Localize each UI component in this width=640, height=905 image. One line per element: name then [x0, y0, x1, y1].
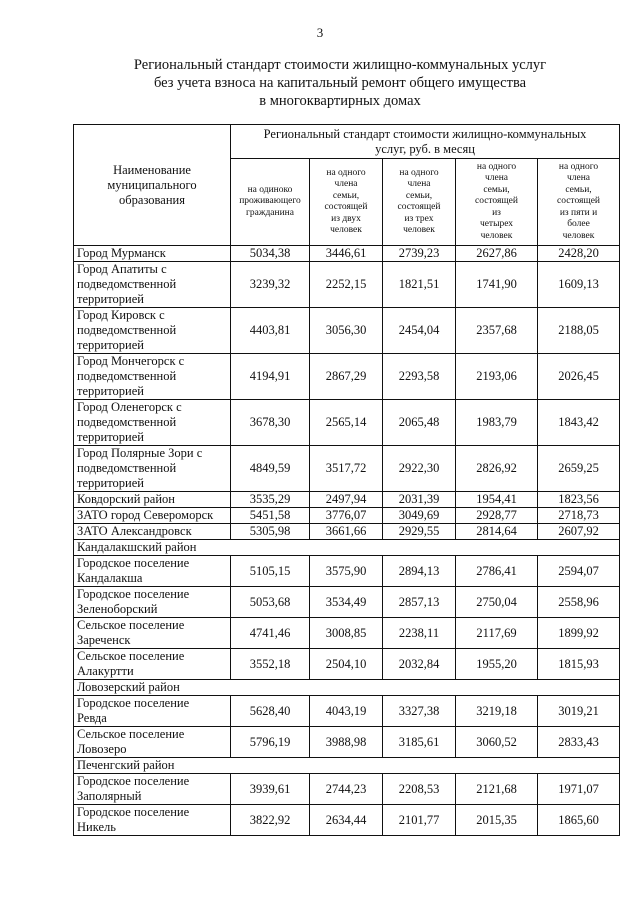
name-line: подведомственной — [77, 461, 177, 475]
cost-value-cell: 5305,98 — [231, 524, 310, 540]
page-number: 3 — [316, 25, 324, 40]
cost-value-cell: 5796,19 — [231, 727, 310, 758]
cost-value-cell: 2208,53 — [383, 774, 456, 805]
name-line: подведомственной — [77, 369, 177, 383]
header-line: члена — [407, 179, 431, 189]
cost-value-cell: 2015,35 — [456, 805, 538, 836]
cost-value-cell: 2894,13 — [383, 556, 456, 587]
name-line: Город Кировск с — [77, 308, 165, 322]
cost-value-cell: 2193,06 — [456, 354, 538, 400]
name-line: Кандалакша — [77, 571, 143, 585]
header-line: на одиноко — [247, 184, 293, 195]
cost-value-cell: 2293,58 — [383, 354, 456, 400]
municipality-name — [74, 805, 231, 836]
cost-value-cell: 1815,93 — [538, 649, 620, 680]
cost-value-cell: 2814,64 — [456, 524, 538, 540]
title-line-3: в многоквартирных домах — [259, 93, 421, 109]
table-row — [74, 556, 620, 587]
cost-value-cell: 1899,92 — [538, 618, 620, 649]
name-line: подведомственной — [77, 323, 177, 337]
header-line: состоящей — [557, 196, 601, 207]
header-line: из трех — [404, 213, 434, 224]
district-name — [74, 680, 620, 696]
name-line: Сельское поселение — [77, 727, 185, 741]
header-line: из пяти и — [559, 207, 598, 218]
cost-value-cell: 3008,85 — [310, 618, 383, 649]
cost-value-cell: 3517,72 — [310, 446, 383, 492]
cost-value-cell: 5105,15 — [231, 556, 310, 587]
header-line: проживающего — [239, 196, 301, 207]
cost-value-cell: 2497,94 — [310, 492, 383, 508]
cost-value-cell: 3019,21 — [538, 696, 620, 727]
cost-value-cell: 3535,29 — [231, 492, 310, 508]
cost-value-cell: 2238,11 — [383, 618, 456, 649]
cost-value-cell: 2857,13 — [383, 587, 456, 618]
name-line: Городское поселение — [77, 556, 190, 570]
name-line: Ловозерский район — [77, 680, 180, 694]
cost-value-cell: 3534,49 — [310, 587, 383, 618]
cost-value-cell: 2504,10 — [310, 649, 383, 680]
municipality-name — [74, 508, 231, 524]
cost-value-cell: 2357,68 — [456, 308, 538, 354]
header-line: муниципального — [107, 177, 197, 192]
cost-value-cell: 1823,56 — [538, 492, 620, 508]
name-line: Алакуртти — [77, 664, 134, 678]
name-line: Никель — [77, 820, 116, 834]
header-line: состоящей — [324, 202, 368, 212]
cost-value-cell: 2786,41 — [456, 556, 538, 587]
table-row — [74, 508, 620, 524]
name-line: территорией — [77, 292, 144, 306]
cost-value-cell: 2065,48 — [383, 400, 456, 446]
header-line: на одного — [558, 161, 599, 172]
name-line: Город Апатиты с — [77, 262, 167, 276]
name-line: Ревда — [77, 711, 107, 725]
municipality-name — [74, 587, 231, 618]
cost-value-cell: 2634,44 — [310, 805, 383, 836]
column-header-three-persons — [383, 159, 456, 246]
cost-value-cell: 2826,92 — [456, 446, 538, 492]
header-line: состоящей — [474, 196, 518, 207]
cost-value-cell: 1971,07 — [538, 774, 620, 805]
table-body — [74, 246, 620, 836]
cost-value-cell: 2252,15 — [310, 262, 383, 308]
cost-value-cell: 4403,81 — [231, 308, 310, 354]
cost-value-cell: 2188,05 — [538, 308, 620, 354]
name-line: территорией — [77, 430, 144, 444]
table-row — [74, 618, 620, 649]
cost-value-cell: 5628,40 — [231, 696, 310, 727]
header-line: члена — [566, 173, 591, 184]
municipality-name — [74, 354, 231, 400]
name-line: Город Мурманск — [77, 246, 166, 260]
municipality-name — [74, 696, 231, 727]
cost-standard-table — [73, 124, 620, 836]
cost-value-cell: 1609,13 — [538, 262, 620, 308]
header-line: из двух — [331, 213, 361, 224]
cost-value-cell: 2428,20 — [538, 246, 620, 262]
table-header — [74, 125, 620, 246]
cost-value-cell: 2031,39 — [383, 492, 456, 508]
municipality-name — [74, 524, 231, 540]
name-line: территорией — [77, 476, 144, 490]
table-row — [74, 696, 620, 727]
cost-value-cell: 2744,23 — [310, 774, 383, 805]
table-row — [74, 354, 620, 400]
name-line: Ковдорский район — [77, 492, 175, 506]
name-line: Печенгский район — [77, 758, 175, 772]
header-line: на одного — [476, 161, 517, 172]
name-line: Город Полярные Зори с — [77, 446, 203, 460]
cost-group-header — [231, 125, 620, 159]
cost-value-cell: 2739,23 — [383, 246, 456, 262]
name-line: Зареченск — [77, 633, 131, 647]
header-line: Наименование — [113, 162, 191, 177]
name-line: Городское поселение — [77, 774, 190, 788]
table-row — [74, 774, 620, 805]
municipality-name — [74, 649, 231, 680]
cost-value-cell: 2718,73 — [538, 508, 620, 524]
cost-value-cell: 3661,66 — [310, 524, 383, 540]
name-line: Заполярный — [77, 789, 142, 803]
name-line: Кандалакшский район — [77, 540, 197, 554]
name-line: Зеленоборский — [77, 602, 158, 616]
cost-value-cell: 3988,98 — [310, 727, 383, 758]
header-line: четырех — [479, 219, 514, 230]
name-line: Сельское поселение — [77, 649, 185, 663]
cost-value-cell: 1843,42 — [538, 400, 620, 446]
district-row — [74, 540, 620, 556]
name-line: Сельское поселение — [77, 618, 185, 632]
cost-value-cell: 3219,18 — [456, 696, 538, 727]
cost-value-cell: 3552,18 — [231, 649, 310, 680]
cost-value-cell: 1821,51 — [383, 262, 456, 308]
table-row — [74, 246, 620, 262]
table-row — [74, 308, 620, 354]
cost-value-cell: 2101,77 — [383, 805, 456, 836]
header-line: на одного — [399, 167, 439, 178]
cost-value-cell: 3049,69 — [383, 508, 456, 524]
cost-value-cell: 1741,90 — [456, 262, 538, 308]
district-name — [74, 758, 620, 774]
cost-value-cell: 2558,96 — [538, 587, 620, 618]
municipality-name — [74, 446, 231, 492]
municipality-name — [74, 727, 231, 758]
cost-value-cell: 5451,58 — [231, 508, 310, 524]
cost-value-cell: 2454,04 — [383, 308, 456, 354]
title-line-1: Региональный стандарт стоимости жилищно-коммунальных услуг — [133, 57, 547, 73]
header-line: члена — [484, 173, 509, 184]
municipality-column-header — [74, 125, 231, 246]
cost-value-cell: 4849,59 — [231, 446, 310, 492]
cost-value-cell: 2867,29 — [310, 354, 383, 400]
cost-value-cell: 2928,77 — [456, 508, 538, 524]
header-line: семьи, — [405, 190, 433, 201]
name-line: Ловозеро — [77, 742, 127, 756]
table-row — [74, 524, 620, 540]
cost-value-cell: 2594,07 — [538, 556, 620, 587]
cost-value-cell: 1955,20 — [456, 649, 538, 680]
name-line: подведомственной — [77, 277, 177, 291]
cost-value-cell: 3056,30 — [310, 308, 383, 354]
cost-value-cell: 4194,91 — [231, 354, 310, 400]
cost-value-cell: 1954,41 — [456, 492, 538, 508]
municipality-name — [74, 774, 231, 805]
cost-value-cell: 5034,38 — [231, 246, 310, 262]
cost-value-cell: 2659,25 — [538, 446, 620, 492]
municipality-name — [74, 400, 231, 446]
cost-value-cell: 3327,38 — [383, 696, 456, 727]
cost-value-cell: 3060,52 — [456, 727, 538, 758]
header-line: человек — [562, 230, 595, 241]
municipality-name — [74, 262, 231, 308]
header-line: человек — [330, 225, 362, 235]
name-line: Городское поселение — [77, 587, 190, 601]
table-row — [74, 805, 620, 836]
cost-value-cell: 2750,04 — [456, 587, 538, 618]
table-row — [74, 649, 620, 680]
cost-value-cell: 2929,55 — [383, 524, 456, 540]
table-row — [74, 446, 620, 492]
cost-value-cell: 4043,19 — [310, 696, 383, 727]
header-line: семьи, — [332, 190, 360, 201]
header-line: человек — [480, 230, 513, 241]
cost-value-cell: 1865,60 — [538, 805, 620, 836]
name-line: ЗАТО город Североморск — [77, 508, 214, 522]
cost-value-cell: 2565,14 — [310, 400, 383, 446]
header-line: семьи, — [483, 184, 510, 195]
header-line: более — [567, 219, 590, 230]
cost-value-cell: 2117,69 — [456, 618, 538, 649]
cost-value-cell: 3239,32 — [231, 262, 310, 308]
municipality-name — [74, 308, 231, 354]
cost-value-cell: 3822,92 — [231, 805, 310, 836]
cost-value-cell: 2032,84 — [383, 649, 456, 680]
column-header-five-plus-persons — [538, 159, 620, 246]
cost-value-cell: 4741,46 — [231, 618, 310, 649]
header-line: члена — [334, 179, 358, 189]
cost-value-cell: 3678,30 — [231, 400, 310, 446]
cost-value-cell: 3185,61 — [383, 727, 456, 758]
cost-value-cell: 1983,79 — [456, 400, 538, 446]
district-name — [74, 540, 620, 556]
column-header-single — [231, 159, 310, 246]
cost-value-cell: 2026,45 — [538, 354, 620, 400]
cost-value-cell: 2922,30 — [383, 446, 456, 492]
header-line: состоящей — [397, 202, 441, 212]
table-row — [74, 400, 620, 446]
header-line: Региональный стандарт стоимости жилищно-коммунальных — [263, 126, 587, 141]
name-line: Городское поселение — [77, 805, 190, 819]
header-line: из — [492, 207, 501, 218]
column-header-two-persons — [310, 159, 383, 246]
table-row — [74, 262, 620, 308]
name-line: территорией — [77, 338, 144, 352]
header-line: человек — [403, 225, 435, 235]
name-line: ЗАТО Александровск — [77, 524, 192, 538]
municipality-name — [74, 246, 231, 262]
header-line: услуг, руб. в месяц — [375, 141, 475, 156]
municipality-name — [74, 556, 231, 587]
cost-value-cell: 2833,43 — [538, 727, 620, 758]
header-line: семьи, — [565, 184, 592, 195]
table-row — [74, 587, 620, 618]
name-line: Город Оленегорск с — [77, 400, 182, 414]
municipality-name — [74, 492, 231, 508]
cost-value-cell: 3939,61 — [231, 774, 310, 805]
name-line: Город Мончегорск с — [77, 354, 185, 368]
column-header-four-persons — [456, 159, 538, 246]
cost-value-cell: 2607,92 — [538, 524, 620, 540]
district-row — [74, 758, 620, 774]
cost-value-cell: 3575,90 — [310, 556, 383, 587]
header-line: гражданина — [246, 207, 294, 218]
table-row — [74, 727, 620, 758]
header-line: образования — [119, 192, 185, 207]
header-line: на одного — [326, 167, 366, 178]
table-row — [74, 492, 620, 508]
name-line: подведомственной — [77, 415, 177, 429]
document-title — [80, 56, 600, 110]
cost-value-cell: 5053,68 — [231, 587, 310, 618]
title-line-2: без учета взноса на капитальный ремонт общего имущества — [153, 75, 527, 91]
municipality-name — [74, 618, 231, 649]
district-row — [74, 680, 620, 696]
cost-value-cell: 3776,07 — [310, 508, 383, 524]
name-line: Городское поселение — [77, 696, 190, 710]
cost-value-cell: 2121,68 — [456, 774, 538, 805]
name-line: территорией — [77, 384, 144, 398]
cost-value-cell: 3446,61 — [310, 246, 383, 262]
cost-value-cell: 2627,86 — [456, 246, 538, 262]
